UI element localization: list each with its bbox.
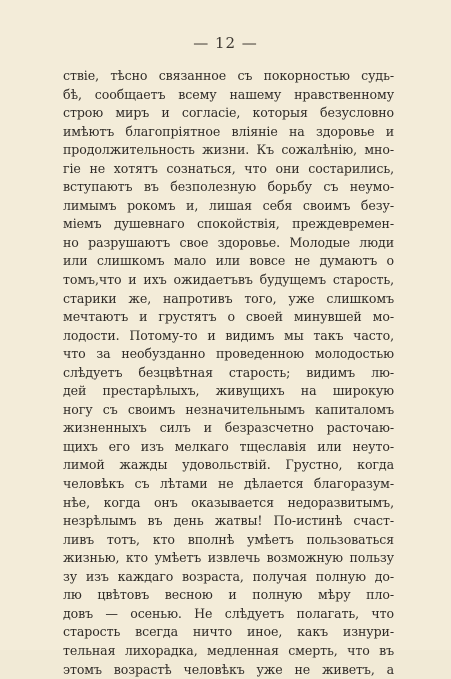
text-line: щихъ его изъ мелкаго тщеславія или неуто-	[63, 438, 394, 457]
text-line: лодости. Потому-то и видимъ мы такъ часто,	[63, 327, 394, 346]
text-line: или слишкомъ мало или вовсе не думаютъ о	[63, 252, 394, 271]
text-line: гіе не хотятъ сознаться, что они состарились,	[63, 160, 394, 179]
text-line: мечтаютъ и грустятъ о своей минувшей мо-	[63, 308, 394, 327]
text-line: старики же, напротивъ того, уже слишкомъ	[63, 290, 394, 309]
text-line: тельная лихорадка, медленная смерть, что въ	[63, 642, 394, 661]
page-number: — 12 —	[0, 34, 451, 52]
text-line: зу изъ каждаго возраста, получая полную до-	[63, 568, 394, 587]
text-line: человѣкъ съ лѣтами не дѣлается благоразум-	[63, 475, 394, 494]
body-text	[63, 67, 394, 679]
text-line: незрѣлымъ въ день жатвы! По-истинѣ счаст-	[63, 512, 394, 531]
text-line: слѣдуетъ безцвѣтная старость; видимъ лю-	[63, 364, 394, 383]
text-line: довъ — осенью. Не слѣдуетъ полагать, что	[63, 605, 394, 624]
text-line: лю цвѣтовъ весною и полную мѣру пло-	[63, 586, 394, 605]
text-line: строю миръ и согласіе, которыя безусловно	[63, 104, 394, 123]
text-line: дей престарѣлыхъ, живущихъ на широкую	[63, 382, 394, 401]
text-line: міемъ душевнаго спокойствія, преждевремен-	[63, 215, 394, 234]
text-line: этомъ возрастѣ человѣкъ уже не живетъ, а	[63, 661, 394, 679]
text-line: ствіе, тѣсно связанное съ покорностью судь-	[63, 67, 394, 86]
text-line: нѣе, когда онъ оказывается недоразвитымъ,	[63, 494, 394, 513]
text-line: имѣютъ благопріятное вліяніе на здоровье и	[63, 123, 394, 142]
text-line: томъ,что и ихъ ожидаетъвъ будущемъ старость,	[63, 271, 394, 290]
text-line: старость всегда ничто иное, какъ изнури-	[63, 623, 394, 642]
text-line: бѣ, сообщаетъ всему нашему нравственному	[63, 86, 394, 105]
text-line: ливъ тотъ, кто вполнѣ умѣетъ пользоваться	[63, 531, 394, 550]
text-line: жизненныхъ силъ и безразсчетно расточаю-	[63, 419, 394, 438]
text-line: продолжительность жизни. Къ сожалѣнію, мно-	[63, 141, 394, 160]
text-line: но разрушаютъ свое здоровье. Молодые люди	[63, 234, 394, 253]
text-line: вступаютъ въ безполезную борьбу съ неумо-	[63, 178, 394, 197]
text-line: жизнью, кто умѣетъ извлечь возможную пользу	[63, 549, 394, 568]
text-line: лимымъ рокомъ и, лишая себя своимъ безу-	[63, 197, 394, 216]
text-line: ногу съ своимъ незначительнымъ капиталомъ	[63, 401, 394, 420]
text-line: лимой жажды удовольствій. Грустно, когда	[63, 456, 394, 475]
text-line: что за необузданно проведенною молодостью	[63, 345, 394, 364]
